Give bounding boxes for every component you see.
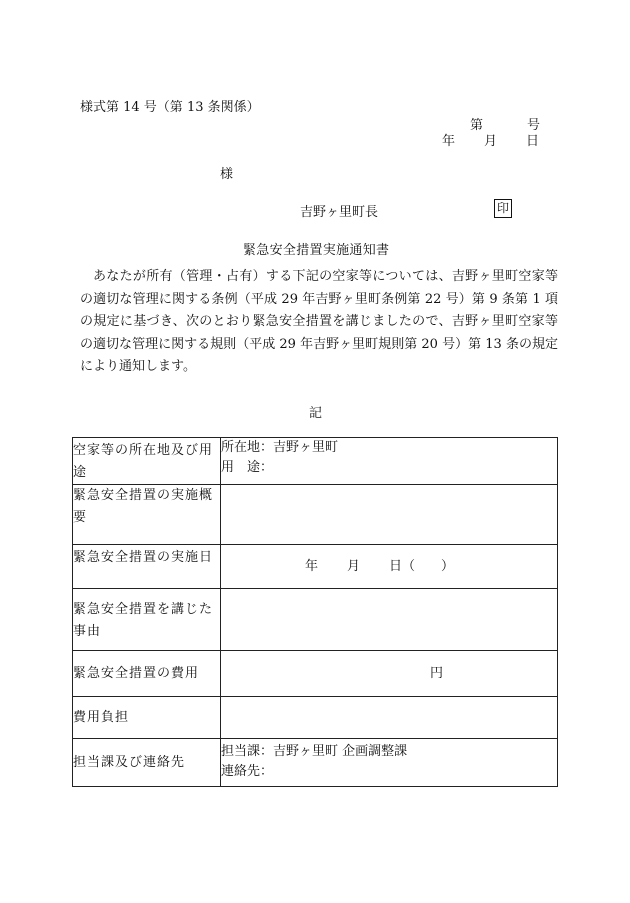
document-title: 緊急安全措置実施通知書 <box>243 243 390 258</box>
table-row-date <box>73 545 558 589</box>
usage-line: 用 途： <box>221 460 274 475</box>
cost-unit: 円 <box>430 665 444 681</box>
summary-value <box>221 485 558 545</box>
table-row-contact <box>73 739 558 787</box>
note-heading: 記 <box>309 406 323 421</box>
row-label: 担当課及び連絡先 <box>73 739 221 787</box>
contact-line: 連絡先： <box>221 764 274 779</box>
date-day-label: 日（ ） <box>389 558 455 574</box>
detail-table <box>72 437 558 787</box>
table-row-location <box>73 438 558 485</box>
sender-name: 吉野ヶ里町長 <box>300 205 379 220</box>
burden-value <box>221 697 558 739</box>
date-month-label: 月 <box>484 134 498 149</box>
row-label: 緊急安全措置の費用 <box>73 651 221 697</box>
date-day-label: 日 <box>526 134 540 149</box>
recipient-honorific: 様 <box>220 167 234 182</box>
row-label: 費用負担 <box>73 697 221 739</box>
table-row-reason <box>73 589 558 651</box>
row-label: 緊急安全措置を講じた事由 <box>73 589 221 651</box>
reason-value <box>221 589 558 651</box>
contact-cell <box>221 739 558 787</box>
date-year-label: 年 <box>305 558 319 574</box>
table-row-summary <box>73 485 558 545</box>
form-number: 様式第 14 号（第 13 条関係） <box>80 100 260 115</box>
cost-cell <box>221 651 558 697</box>
date-month-label: 月 <box>347 558 361 574</box>
date-cell <box>221 545 558 589</box>
location-cell <box>221 438 558 485</box>
date-year-label: 年 <box>442 134 456 149</box>
table-row-cost <box>73 651 558 697</box>
seal-stamp: 印 <box>494 199 512 218</box>
row-label: 緊急安全措置の実施概要 <box>73 485 221 545</box>
table-row-burden <box>73 697 558 739</box>
body-paragraph: あなたが所有（管理・占有）する下記の空家等については、吉野ヶ里町空家等の適切な管理に関する条例（平成 29 年吉野ヶ里町条例第 22 号）第 9 条第 1 項の規定に基づき、次のとおり緊急安全措置を講じましたので、吉野ヶ里町空家等の適切な管理に関する規則（平成 29 年吉野ヶ里町規則第 20 号）第 13 条の規定により通知します。 <box>80 269 558 374</box>
department-line: 担当課：吉野ヶ里町 企画調整課 <box>221 744 408 759</box>
row-label: 空家等の所在地及び用途 <box>73 438 221 485</box>
document-number-suffix: 号 <box>527 118 541 133</box>
row-label: 緊急安全措置の実施日 <box>73 545 221 589</box>
document-number-label: 第 <box>470 118 484 133</box>
location-line: 所在地：吉野ヶ里町 <box>221 440 339 455</box>
